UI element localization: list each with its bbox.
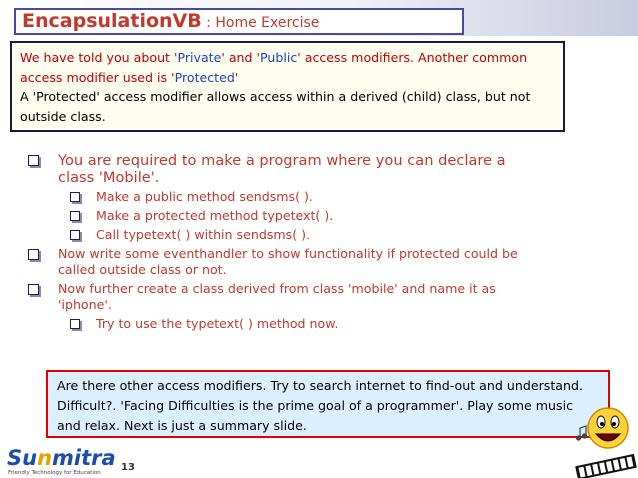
music-note-icon <box>577 426 587 440</box>
bullet-text: Try to use the typetext( ) method now. <box>96 316 339 331</box>
logo-text: Su <box>7 446 38 470</box>
intro-text: ' and ' <box>221 50 260 65</box>
logo-text: n <box>37 446 53 470</box>
keyword-protected: Protected <box>174 69 235 85</box>
keyword-private: Private <box>177 50 222 65</box>
bullet-item <box>26 281 536 313</box>
smiley-music-icon <box>566 404 638 478</box>
checkbox-bullet-icon <box>28 155 39 166</box>
slide-title <box>14 8 464 35</box>
logo-text: mitra <box>52 446 116 470</box>
sub-bullet-item <box>26 208 536 224</box>
intro-line-1 <box>20 48 555 87</box>
bullet-text: Make a protected method typetext( ). <box>96 208 334 223</box>
page-number: 13 <box>121 462 135 473</box>
bullet-text: Call typetext( ) within sendsms( ). <box>96 227 311 242</box>
bullet-item <box>26 152 536 186</box>
checkbox-bullet-icon <box>70 192 80 202</box>
intro-text: ' <box>234 69 239 85</box>
checkbox-bullet-icon <box>70 319 80 329</box>
intro-box <box>10 41 565 132</box>
bullet-text: Now write some eventhandler to show functionality if protected could be called outside class or not. <box>58 246 518 277</box>
sub-bullet-item <box>26 189 536 205</box>
bullet-text: You are required to make a program where you can declare a class 'Mobile'. <box>58 152 506 186</box>
smiley-face <box>588 408 628 448</box>
bullet-item <box>26 246 536 278</box>
keyboard-graphic <box>575 454 637 478</box>
checkbox-bullet-icon <box>28 249 39 260</box>
title-subtitle: : Home Exercise <box>201 15 320 31</box>
exercise-bullet-list <box>26 152 536 335</box>
sub-bullet-item <box>26 316 536 332</box>
checkbox-bullet-icon <box>28 284 39 295</box>
intro-text: We have told you about ' <box>20 50 178 65</box>
summary-box: Are there other access modifiers. Try to search internet to find-out and understand. Difficult?. 'Facing Difficulties is the prime goal of a programmer'. Play some music and relax. Next is just a summary slide. <box>46 370 610 438</box>
sunmitra-logo <box>2 446 116 478</box>
intro-text: ' access modifiers. Another common access modifier used is ' <box>20 50 528 85</box>
keyword-public: Public <box>259 50 298 65</box>
bullet-text: Make a public method sendsms( ). <box>96 189 313 204</box>
bullet-text: Now further create a class derived from class 'mobile' and name it as 'iphone'. <box>58 281 496 312</box>
logo-tagline: Friendly Technology for Education <box>8 470 101 476</box>
intro-line-2: A 'Protected' access modifier allows access within a derived (child) class, but not outside class. <box>20 89 531 124</box>
checkbox-bullet-icon <box>70 230 80 240</box>
checkbox-bullet-icon <box>70 211 80 221</box>
sub-bullet-item <box>26 227 536 243</box>
title-main: EncapsulationVB <box>22 10 202 32</box>
